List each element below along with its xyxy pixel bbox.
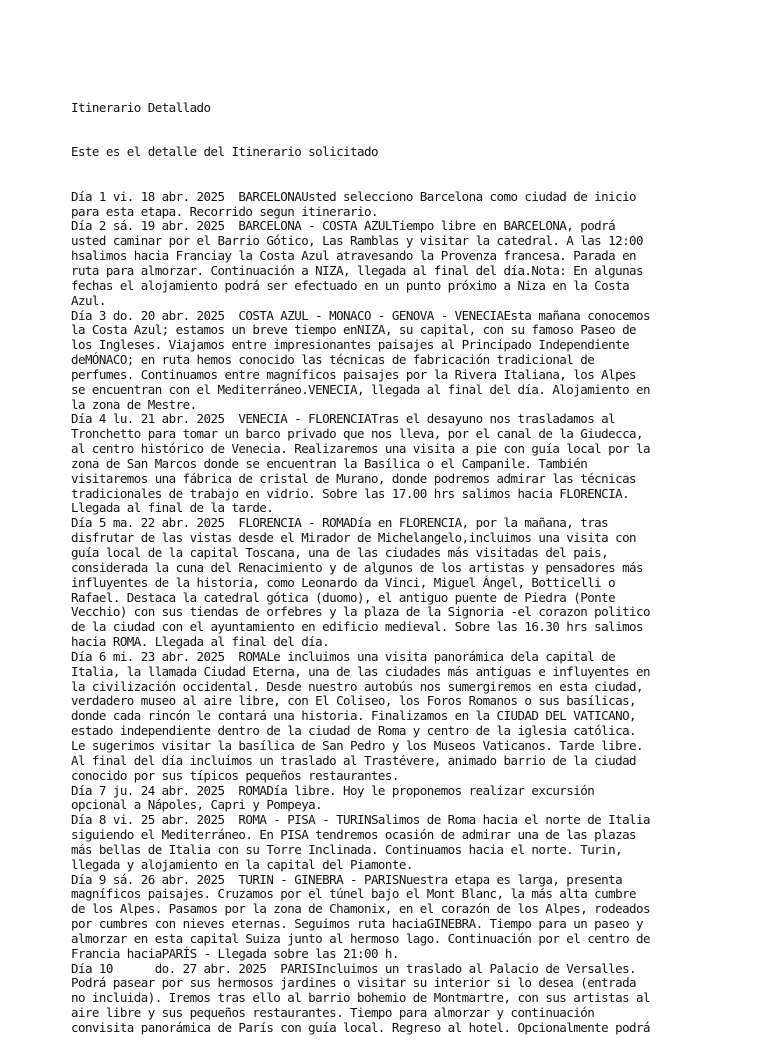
itinerary-line: los Ingleses. Viajamos entre impresionantes paisajes al Principado Independiente xyxy=(71,337,630,353)
itinerary-line: disfrutar de las vistas desde el Mirador de Michelangelo,incluimos una visita con xyxy=(71,530,637,546)
itinerary-line: no incluida). Iremos tras ello al barrio bohemio de Montmartre, con sus artistas al xyxy=(71,990,650,1006)
itinerary-line: Día 9 sá. 26 abr. 2025 TURIN - GINEBRA - PARISNuestra etapa es larga, presenta xyxy=(71,871,623,887)
itinerary-line: deMÓNACO; en ruta hemos conocido las técnicas de fabricación tradicional de xyxy=(71,352,595,368)
itinerary-line: se encuentran con el Mediterráneo.VENECIA, llegada al final del día. Alojamiento en xyxy=(71,381,650,397)
itinerary-line: Día 1 vi. 18 abr. 2025 BARCELONAUsted selecciono Barcelona como ciudad de inicio xyxy=(71,188,637,204)
itinerary-line: conocido por sus típicos pequeños restaurantes. xyxy=(71,767,399,783)
itinerary-line: fechas el alojamiento podrá ser efectuado en un punto próximo a Niza en la Costa xyxy=(71,277,630,293)
itinerary-line: influyentes de la historia, como Leonardo da Vinci, Miguel Ángel, Botticelli o xyxy=(71,574,616,590)
itinerary-line: Día 2 sá. 19 abr. 2025 BARCELONA - COSTA AZULTiempo libre en BARCELONA, podrá xyxy=(71,218,616,234)
itinerary-line: Tronchetto para tomar un barco privado que nos lleva, por el canal de la Giudecca, xyxy=(71,426,644,442)
itinerary-line: la zona de Mestre. xyxy=(71,396,197,412)
itinerary-line: perfumes. Continuamos entre magníficos paisajes por la Rivera Italiana, los Alpes xyxy=(71,366,637,382)
itinerary-line: Día 4 lu. 21 abr. 2025 VENECIA - FLORENCIATras el desayuno nos trasladamos al xyxy=(71,411,616,427)
itinerary-line: por cumbres con nieves eternas. Seguimos ruta haciaGINEBRA. Tiempo para un paseo y xyxy=(71,916,644,932)
itinerary-line: Vecchio) con sus tiendas de orfebres y la plaza de la Signoria -el corazon politico xyxy=(71,604,650,620)
itinerary-line: almorzar en esta capital Suiza junto al hermoso lago. Continuación por el centro de xyxy=(71,930,650,946)
itinerary-line: la Costa Azul; estamos un breve tiempo enNIZA, su capital, con su famoso Paseo de xyxy=(71,322,637,338)
itinerary-line: zona de San Marcos donde se encuentran la Basílica o el Campanile. También xyxy=(71,455,588,471)
itinerary-line: considerada la cuna del Renacimiento y de algunos de los artistas y pensadores más xyxy=(71,559,644,575)
itinerary-line: aire libre y sus pequeños restaurantes. Tiempo para almorzar y continuación xyxy=(71,1005,595,1021)
itinerary-line: visitaremos una fábrica de cristal de Murano, donde podremos admirar las técnicas xyxy=(71,470,637,486)
itinerary-line: al centro histórico de Venecia. Realizaremos una visita a pie con guía local por la xyxy=(71,441,650,457)
itinerary-line: donde cada rincón le contará una historia. Finalizamos en la CIUDAD DEL VATICANO, xyxy=(71,708,637,724)
itinerary-line: la civilización occidental. Desde nuestro autobús nos sumergiremos en esta ciudad, xyxy=(71,678,644,694)
itinerary-body xyxy=(71,190,711,1036)
itinerary-line: de los Alpes. Pasamos por la zona de Chamonix, en el corazón de los Alpes, rodeados xyxy=(71,901,650,917)
itinerary-line: Azul. xyxy=(71,292,106,308)
itinerary-line: Italia, la llamada Ciudad Eterna, una de las ciudades más antiguas e influyentes en xyxy=(71,663,650,679)
itinerary-line: Día 10 do. 27 abr. 2025 PARISIncluimos un traslado al Palacio de Versalles. xyxy=(71,960,637,976)
itinerary-line: de la ciudad con el ayuntamiento en edificio medieval. Sobre las 16.30 hrs salimos xyxy=(71,619,644,635)
itinerary-document xyxy=(71,71,711,1051)
itinerary-line: convisita panorámica de París con guía local. Regreso al hotel. Opcionalmente podrá xyxy=(71,1020,650,1035)
itinerary-line: usted caminar por el Barrio Gótico, Las Ramblas y visitar la catedral. A las 12:00 xyxy=(71,233,644,249)
itinerary-line: hacia ROMA. Llegada al final del día. xyxy=(71,634,330,650)
itinerary-line: guía local de la capital Toscana, una de las ciudades más visitadas del pais, xyxy=(71,545,609,560)
itinerary-line: hsalimos hacia Franciay la Costa Azul atravesando la Provenza francesa. Parada en xyxy=(71,248,637,264)
itinerary-line: Día 7 ju. 24 abr. 2025 ROMADía libre. Hoy le proponemos realizar excursión xyxy=(71,782,595,798)
itinerary-line: llegada y alojamiento en la capital del Piamonte. xyxy=(71,856,413,872)
itinerary-line: más bellas de Italia con su Torre Inclinada. Continuamos hacia el norte. Turin, xyxy=(71,841,623,857)
document-title: Itinerario Detallado xyxy=(71,99,211,115)
itinerary-line: ruta para almorzar. Continuación a NIZA, llegada al final del día.Nota: En algunas xyxy=(71,262,644,278)
itinerary-line: siguiendo el Mediterráneo. En PISA tendremos ocasión de admirar una de las plazas xyxy=(71,827,637,843)
itinerary-line: Podrá pasear por sus hermosos jardines o visitar su interior si lo desea (entrada xyxy=(71,975,637,991)
itinerary-line: opcional a Nápoles, Capri y Pompeya. xyxy=(71,797,323,813)
itinerary-line: Día 3 do. 20 abr. 2025 COSTA AZUL - MONACO - GENOVA - VENECIAEsta mañana conocemos xyxy=(71,307,650,323)
itinerary-line: magníficos paisajes. Cruzamos por el túnel bajo el Mont Blanc, la más alta cumbre xyxy=(71,886,637,902)
itinerary-line: tradicionales de trabajo en vidrio. Sobre las 17.00 hrs salimos hacia FLORENCIA. xyxy=(71,485,630,501)
itinerary-line: Rafael. Destaca la catedral gótica (duomo), el antiguo puente de Piedra (Ponte xyxy=(71,589,616,605)
document-intro: Este es el detalle del Itinerario solicitado xyxy=(71,144,378,160)
itinerary-line: Francia haciaPARÍS - Llegada sobre las 21:00 h. xyxy=(71,945,399,961)
itinerary-line: estado independiente dentro de la ciudad de Roma y centro de la iglesia católica. xyxy=(71,723,637,739)
itinerary-line: Día 5 ma. 22 abr. 2025 FLORENCIA - ROMADía en FLORENCIA, por la mañana, tras xyxy=(71,515,609,531)
itinerary-line: Día 6 mi. 23 abr. 2025 ROMALe incluimos una visita panorámica dela capital de xyxy=(71,648,616,664)
itinerary-line: Llegada al final de la tarde. xyxy=(71,500,274,516)
itinerary-line: para esta etapa. Recorrido segun itinerario. xyxy=(71,203,378,219)
itinerary-line: verdadero museo al aire libre, con El Coliseo, los Foros Romanos o sus basílicas, xyxy=(71,693,637,709)
itinerary-line: Al final del día incluimos un traslado al Trastévere, animado barrio de la ciudad xyxy=(71,752,637,768)
itinerary-line: Día 8 vi. 25 abr. 2025 ROMA - PISA - TURINSalimos de Roma hacia el norte de Italia xyxy=(71,812,650,828)
itinerary-line: Le sugerimos visitar la basílica de San Pedro y los Museos Vaticanos. Tarde libre. xyxy=(71,737,644,753)
